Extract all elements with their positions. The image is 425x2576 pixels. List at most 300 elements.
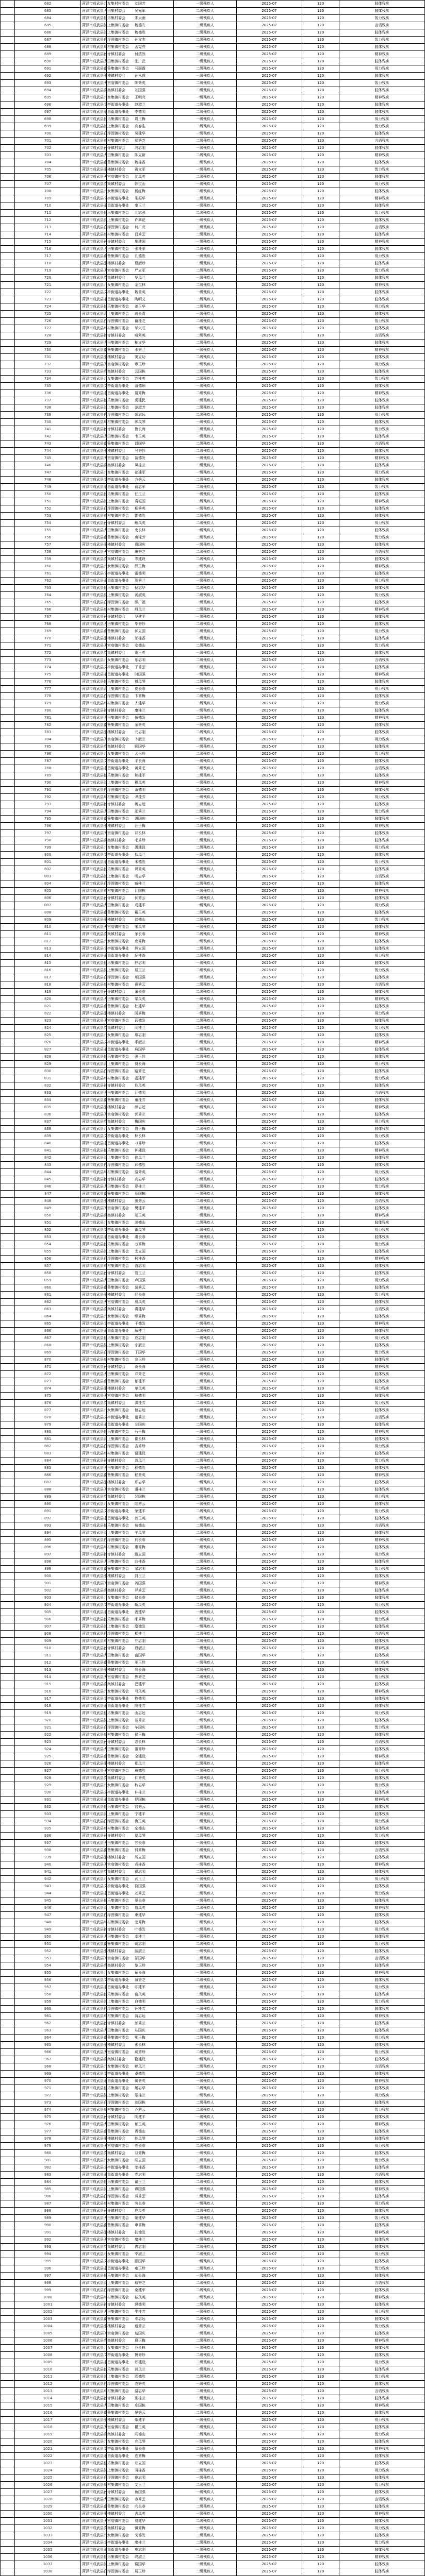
table-row: [1, 2424, 425, 2431]
area-cell: 菏泽市成武县苟村集镇村委会: [81, 888, 107, 895]
category-cell: 肢体残疾: [339, 462, 425, 469]
name-cell: 霍凤琴: [107, 1227, 174, 1234]
area-cell: 菏泽市成武县白浮图镇村委会: [81, 1443, 107, 1450]
name-cell: 厉立国: [107, 1854, 174, 1861]
amount-cell: 120: [302, 484, 339, 491]
amount-cell: 120: [302, 1696, 339, 1703]
table-row: [1, 210, 425, 217]
category-cell: 肢体残疾: [339, 866, 425, 873]
blank-cell: [1, 1551, 15, 1558]
category-cell: 肢体残疾: [339, 1587, 425, 1595]
area-cell: 菏泽市成武县伯乐集镇村委会: [81, 1804, 107, 1811]
category-cell: 肢体残疾: [339, 2301, 425, 2309]
grade-cell: 一级残疾人: [174, 2525, 237, 2532]
grade-cell: 二级残疾人: [174, 1977, 237, 1984]
name-cell: 张广武: [107, 58, 174, 65]
category-cell: 肢体残疾: [339, 231, 425, 239]
area-cell: 菏泽市成武县九女集镇村委会: [81, 1407, 107, 1414]
area-cell: 菏泽市成武县白浮图镇村委会: [81, 1162, 107, 1169]
row-index: 756: [15, 534, 81, 541]
blank-cell: [1, 1458, 15, 1465]
date-cell: 2025-07: [237, 282, 302, 289]
amount-cell: 120: [302, 614, 339, 621]
grade-cell: 一级残疾人: [174, 1861, 237, 1869]
category-cell: 智力残疾: [339, 642, 425, 650]
row-index: 790: [15, 779, 81, 787]
blank-cell: [1, 239, 15, 246]
grade-cell: 二级残疾人: [174, 657, 237, 664]
blank-cell: [1, 1595, 15, 1602]
area-cell: 菏泽市成武县九女集镇村委会: [81, 1876, 107, 1883]
amount-cell: 120: [302, 1162, 339, 1169]
area-cell: 菏泽市成武县九女集镇村委会: [81, 1219, 107, 1227]
name-cell: 何广亮: [107, 224, 174, 231]
category-cell: 智力残疾: [339, 751, 425, 758]
area-cell: 菏泽市成武县伯乐集镇村委会: [81, 1335, 107, 1342]
amount-cell: 120: [302, 1486, 339, 1494]
area-cell: 菏泽市成武县孙寺镇村委会: [81, 239, 107, 246]
blank-cell: [1, 1465, 15, 1472]
row-index: 772: [15, 650, 81, 657]
category-cell: 言语残疾: [339, 332, 425, 340]
area-cell: 菏泽市成武县汶上集镇村委会: [81, 1155, 107, 1162]
amount-cell: 120: [302, 1450, 339, 1458]
date-cell: 2025-07: [237, 707, 302, 715]
date-cell: 2025-07: [237, 1804, 302, 1811]
grade-cell: 二级残疾人: [174, 2035, 237, 2042]
amount-cell: 120: [302, 816, 339, 823]
name-cell: 薄秀芝: [107, 1977, 174, 1984]
name-cell: 席志刚: [107, 1032, 174, 1039]
blank-cell: [1, 2532, 15, 2539]
area-cell: 菏泽市成武县大田集镇村委会: [81, 1465, 107, 1472]
amount-cell: 120: [302, 1861, 339, 1869]
grade-cell: 一级残疾人: [174, 1659, 237, 1667]
row-index: 831: [15, 1075, 81, 1082]
area-cell: 菏泽市成武县孙寺镇村委会: [81, 520, 107, 527]
table-row: [1, 2200, 425, 2208]
name-cell: 钭秀梅: [107, 1847, 174, 1854]
category-cell: 肢体残疾: [339, 621, 425, 628]
blank-cell: [1, 1934, 15, 1941]
blank-cell: [1, 621, 15, 628]
name-cell: 禹建设: [107, 844, 174, 852]
category-cell: 精神残疾: [339, 152, 425, 159]
area-cell: 菏泽市成武县张楼镇村委会: [81, 729, 107, 736]
grade-cell: 一级残疾人: [174, 1804, 237, 1811]
name-cell: 潘德顺: [107, 383, 174, 390]
blank-cell: [1, 87, 15, 94]
amount-cell: 120: [302, 1169, 339, 1176]
table-row: [1, 635, 425, 642]
date-cell: 2025-07: [237, 2374, 302, 2381]
name-cell: 伍德发: [107, 715, 174, 722]
area-cell: 菏泽市成武县伯乐集镇村委会: [81, 1054, 107, 1061]
row-index: 847: [15, 1191, 81, 1198]
amount-cell: 120: [302, 2475, 339, 2482]
row-index: 799: [15, 844, 81, 852]
category-cell: 肢体残疾: [339, 174, 425, 181]
amount-cell: 120: [302, 2042, 339, 2049]
blank-cell: [1, 2193, 15, 2200]
category-cell: 肢体残疾: [339, 585, 425, 592]
row-index: 931: [15, 1797, 81, 1804]
area-cell: 菏泽市成武县南鲁集镇村委会: [81, 1284, 107, 1292]
name-cell: 班德胜: [107, 1768, 174, 1775]
grade-cell: 一级残疾人: [174, 1479, 237, 1486]
name-cell: 蒙桂兰: [107, 2092, 174, 2099]
row-index: 820: [15, 996, 81, 1003]
table-row: [1, 2323, 425, 2330]
blank-cell: [1, 2157, 15, 2164]
category-cell: 言语残疾: [339, 2280, 425, 2287]
row-index: 889: [15, 1494, 81, 1501]
area-cell: 菏泽市成武县孙寺镇村委会: [81, 1551, 107, 1558]
table-row: [1, 2446, 425, 2453]
amount-cell: 120: [302, 2172, 339, 2179]
date-cell: 2025-07: [237, 1602, 302, 1609]
row-index: 960: [15, 2006, 81, 2013]
category-cell: 精神残疾: [339, 2511, 425, 2518]
row-index: 837: [15, 1118, 81, 1126]
area-cell: 菏泽市成武县党集镇村委会: [81, 181, 107, 188]
amount-cell: 120: [302, 1775, 339, 1782]
name-cell: 童桂芳: [107, 1097, 174, 1104]
table-row: [1, 2208, 425, 2215]
name-cell: 郜国华: [107, 1955, 174, 1962]
date-cell: 2025-07: [237, 909, 302, 917]
category-cell: 肢体残疾: [339, 614, 425, 621]
name-cell: 柳秀英: [107, 505, 174, 513]
category-cell: 肢体残疾: [339, 1407, 425, 1414]
area-cell: 菏泽市成武县伯乐集镇村委会: [81, 210, 107, 217]
amount-cell: 120: [302, 2287, 339, 2294]
grade-cell: 二级残疾人: [174, 2539, 237, 2547]
blank-cell: [1, 376, 15, 383]
date-cell: 2025-07: [237, 2222, 302, 2229]
table-row: [1, 2417, 425, 2424]
date-cell: 2025-07: [237, 1753, 302, 1760]
blank-cell: [1, 289, 15, 296]
area-cell: 菏泽市成武县文亭街道办事处: [81, 945, 107, 953]
amount-cell: 120: [302, 267, 339, 275]
amount-cell: 120: [302, 2309, 339, 2316]
grade-cell: 二级残疾人: [174, 2301, 237, 2309]
amount-cell: 120: [302, 592, 339, 599]
date-cell: 2025-07: [237, 318, 302, 325]
name-cell: 曹淑珍: [107, 260, 174, 267]
category-cell: 视力残疾: [339, 520, 425, 527]
table-row: [1, 844, 425, 852]
amount-cell: 120: [302, 73, 339, 80]
area-cell: 菏泽市成武县九女集镇村委会: [81, 1126, 107, 1133]
amount-cell: 120: [302, 1082, 339, 1090]
amount-cell: 120: [302, 541, 339, 549]
table-row: [1, 477, 425, 484]
name-cell: 诸秀兰: [107, 1414, 174, 1421]
amount-cell: 120: [302, 1010, 339, 1018]
grade-cell: 一级残疾人: [174, 2042, 237, 2049]
grade-cell: 二级残疾人: [174, 693, 237, 700]
area-cell: 菏泽市成武县孙寺镇村委会: [81, 1176, 107, 1183]
amount-cell: 120: [302, 239, 339, 246]
amount-cell: 120: [302, 195, 339, 202]
name-cell: 桂凤英: [107, 2294, 174, 2301]
amount-cell: 120: [302, 376, 339, 383]
amount-cell: 120: [302, 1494, 339, 1501]
blank-cell: [1, 1450, 15, 1458]
name-cell: 束建华: [107, 1912, 174, 1919]
blank-cell: [1, 1393, 15, 1400]
amount-cell: 120: [302, 823, 339, 830]
blank-cell: [1, 1126, 15, 1133]
row-index: 802: [15, 866, 81, 873]
area-cell: 菏泽市成武县张楼镇村委会: [81, 2136, 107, 2143]
area-cell: 菏泽市成武县大田集镇村委会: [81, 1183, 107, 1191]
category-cell: 肢体残疾: [339, 1681, 425, 1688]
table-row: [1, 1472, 425, 1479]
row-index: 908: [15, 1631, 81, 1638]
category-cell: 肢体残疾: [339, 87, 425, 94]
amount-cell: 120: [302, 1818, 339, 1825]
category-cell: 言语残疾: [339, 549, 425, 556]
table-row: [1, 1320, 425, 1328]
amount-cell: 120: [302, 1003, 339, 1010]
blank-cell: [1, 332, 15, 340]
date-cell: 2025-07: [237, 895, 302, 902]
name-cell: 慎秀梅: [107, 2525, 174, 2532]
table-row: [1, 1090, 425, 1097]
date-cell: 2025-07: [237, 1082, 302, 1090]
category-cell: 肢体残疾: [339, 743, 425, 751]
blank-cell: [1, 960, 15, 967]
category-cell: 肢体残疾: [339, 1111, 425, 1118]
amount-cell: 120: [302, 736, 339, 743]
area-cell: 菏泽市成武县文亭街道办事处: [81, 2071, 107, 2078]
category-cell: 肢体残疾: [339, 2410, 425, 2417]
table-row: [1, 2179, 425, 2186]
name-cell: 巴建军: [107, 1681, 174, 1688]
category-cell: 肢体残疾: [339, 880, 425, 888]
row-index: 970: [15, 2078, 81, 2085]
table-row: [1, 376, 425, 383]
table-row: [1, 1926, 425, 1934]
name-cell: 米德胜: [107, 859, 174, 866]
grade-cell: 二级残疾人: [174, 1580, 237, 1587]
table-row: [1, 2294, 425, 2301]
row-index: 819: [15, 989, 81, 996]
table-row: [1, 1385, 425, 1393]
row-index: 815: [15, 960, 81, 967]
table-row: [1, 397, 425, 404]
date-cell: 2025-07: [237, 275, 302, 282]
row-index: 886: [15, 1472, 81, 1479]
table-row: [1, 751, 425, 758]
amount-cell: 120: [302, 1299, 339, 1306]
row-index: 690: [15, 58, 81, 65]
name-cell: 宗淑兰: [107, 1342, 174, 1349]
row-index: 864: [15, 1313, 81, 1320]
name-cell: 松桂兰: [107, 1631, 174, 1638]
row-index: 934: [15, 1818, 81, 1825]
amount-cell: 120: [302, 1760, 339, 1768]
date-cell: 2025-07: [237, 1544, 302, 1551]
row-index: 825: [15, 1032, 81, 1039]
date-cell: 2025-07: [237, 2208, 302, 2215]
grade-cell: 二级残疾人: [174, 1522, 237, 1530]
table-row: [1, 2107, 425, 2114]
table-row: [1, 2121, 425, 2128]
area-cell: 菏泽市成武县天宫庙镇村委会: [81, 1018, 107, 1025]
date-cell: 2025-07: [237, 404, 302, 412]
name-cell: 胥德山: [107, 2128, 174, 2136]
row-index: 795: [15, 816, 81, 823]
blank-cell: [1, 1688, 15, 1696]
area-cell: 菏泽市成武县永昌街道办事处: [81, 2172, 107, 2179]
name-cell: 程德胜: [107, 1465, 174, 1472]
amount-cell: 120: [302, 974, 339, 981]
date-cell: 2025-07: [237, 736, 302, 743]
row-index: 1028: [15, 2496, 81, 2503]
table-row: [1, 1147, 425, 1155]
area-cell: 菏泽市成武县苟村集镇村委会: [81, 1732, 107, 1739]
amount-cell: 120: [302, 332, 339, 340]
date-cell: 2025-07: [237, 1631, 302, 1638]
row-index: 833: [15, 1090, 81, 1097]
blank-cell: [1, 2431, 15, 2438]
amount-cell: 120: [302, 729, 339, 736]
date-cell: 2025-07: [237, 1847, 302, 1854]
row-index: 816: [15, 967, 81, 974]
category-cell: 智力残疾: [339, 808, 425, 816]
name-cell: 平长海: [107, 758, 174, 765]
area-cell: 菏泽市成武县伯乐集镇村委会: [81, 1991, 107, 1998]
table-row: [1, 837, 425, 844]
blank-cell: [1, 1753, 15, 1760]
blank-cell: [1, 1941, 15, 1948]
area-cell: 菏泽市成武县南鲁集镇村委会: [81, 2410, 107, 2417]
row-index: 898: [15, 1558, 81, 1566]
date-cell: 2025-07: [237, 2128, 302, 2136]
name-cell: 荣建平: [107, 1508, 174, 1515]
blank-cell: [1, 1010, 15, 1018]
grade-cell: 二级残疾人: [174, 729, 237, 736]
row-index: 866: [15, 1328, 81, 1335]
name-cell: 夏桂兰: [107, 1183, 174, 1191]
name-cell: 牧德明: [107, 1696, 174, 1703]
date-cell: 2025-07: [237, 808, 302, 816]
date-cell: 2025-07: [237, 816, 302, 823]
grade-cell: 二级残疾人: [174, 592, 237, 599]
row-index: 979: [15, 2143, 81, 2150]
blank-cell: [1, 844, 15, 852]
blank-cell: [1, 1169, 15, 1176]
grade-cell: 一级残疾人: [174, 469, 237, 477]
amount-cell: 120: [302, 1991, 339, 1998]
date-cell: 2025-07: [237, 231, 302, 239]
table-row: [1, 383, 425, 390]
area-cell: 菏泽市成武县大田集镇村委会: [81, 1090, 107, 1097]
date-cell: 2025-07: [237, 1046, 302, 1054]
blank-cell: [1, 1212, 15, 1219]
grade-cell: 二级残疾人: [174, 1688, 237, 1696]
date-cell: 2025-07: [237, 58, 302, 65]
row-index: 1023: [15, 2460, 81, 2467]
grade-cell: 二级残疾人: [174, 354, 237, 361]
date-cell: 2025-07: [237, 635, 302, 642]
blank-cell: [1, 1140, 15, 1147]
amount-cell: 120: [302, 1998, 339, 2006]
table-row: [1, 2099, 425, 2107]
table-row: [1, 606, 425, 614]
blank-cell: [1, 953, 15, 960]
date-cell: 2025-07: [237, 1645, 302, 1652]
date-cell: 2025-07: [237, 1385, 302, 1393]
grade-cell: 二级残疾人: [174, 231, 237, 239]
row-index: 895: [15, 1537, 81, 1544]
amount-cell: 120: [302, 2301, 339, 2309]
area-cell: 菏泽市成武县大田集村委会: [81, 8, 107, 15]
table-row: [1, 513, 425, 520]
area-cell: 菏泽市成武县伯乐集镇村委会: [81, 491, 107, 498]
blank-cell: [1, 967, 15, 974]
area-cell: 菏泽市成武县孙寺镇村委会: [81, 426, 107, 433]
date-cell: 2025-07: [237, 2294, 302, 2301]
blank-cell: [1, 1494, 15, 1501]
area-cell: 菏泽市成武县张楼镇村委会: [81, 1292, 107, 1299]
area-cell: 菏泽市成武县南鲁集镇村委会: [81, 816, 107, 823]
table-row: [1, 1768, 425, 1775]
table-row: [1, 852, 425, 859]
grade-cell: 二级残疾人: [174, 736, 237, 743]
area-cell: 菏泽市成武县南鲁集镇村委会: [81, 1941, 107, 1948]
grade-cell: 二级残疾人: [174, 1926, 237, 1934]
date-cell: 2025-07: [237, 1039, 302, 1046]
table-row: [1, 109, 425, 116]
blank-cell: [1, 2049, 15, 2056]
date-cell: 2025-07: [237, 260, 302, 267]
row-index: 695: [15, 94, 81, 101]
amount-cell: 120: [302, 2251, 339, 2258]
area-cell: 菏泽市成武县九女集镇村委会: [81, 1501, 107, 1508]
name-cell: 毛秀珍: [107, 837, 174, 844]
row-index: 845: [15, 1176, 81, 1183]
amount-cell: 120: [302, 477, 339, 484]
category-cell: 言语残疾: [339, 22, 425, 29]
grade-cell: 二级残疾人: [174, 1126, 237, 1133]
name-cell: 终淑兰: [107, 2554, 174, 2561]
amount-cell: 120: [302, 657, 339, 664]
date-cell: 2025-07: [237, 2136, 302, 2143]
category-cell: 肢体残疾: [339, 837, 425, 844]
category-cell: 智力残疾: [339, 1349, 425, 1357]
grade-cell: 二级残疾人: [174, 2179, 237, 2186]
name-cell: 康桂兰: [107, 707, 174, 715]
row-index: 828: [15, 1054, 81, 1061]
name-cell: 祁长林: [107, 830, 174, 837]
table-row: [1, 700, 425, 707]
date-cell: 2025-07: [237, 2417, 302, 2424]
name-cell: 盛玉梅: [107, 1126, 174, 1133]
category-cell: 肢体残疾: [339, 202, 425, 210]
table-row: [1, 1306, 425, 1313]
blank-cell: [1, 1111, 15, 1118]
category-cell: 精神残疾: [339, 1753, 425, 1760]
blank-cell: [1, 1876, 15, 1883]
area-cell: 菏泽市成武县张楼镇村委会: [81, 1385, 107, 1393]
name-cell: 计国栋: [107, 888, 174, 895]
date-cell: 2025-07: [237, 945, 302, 953]
